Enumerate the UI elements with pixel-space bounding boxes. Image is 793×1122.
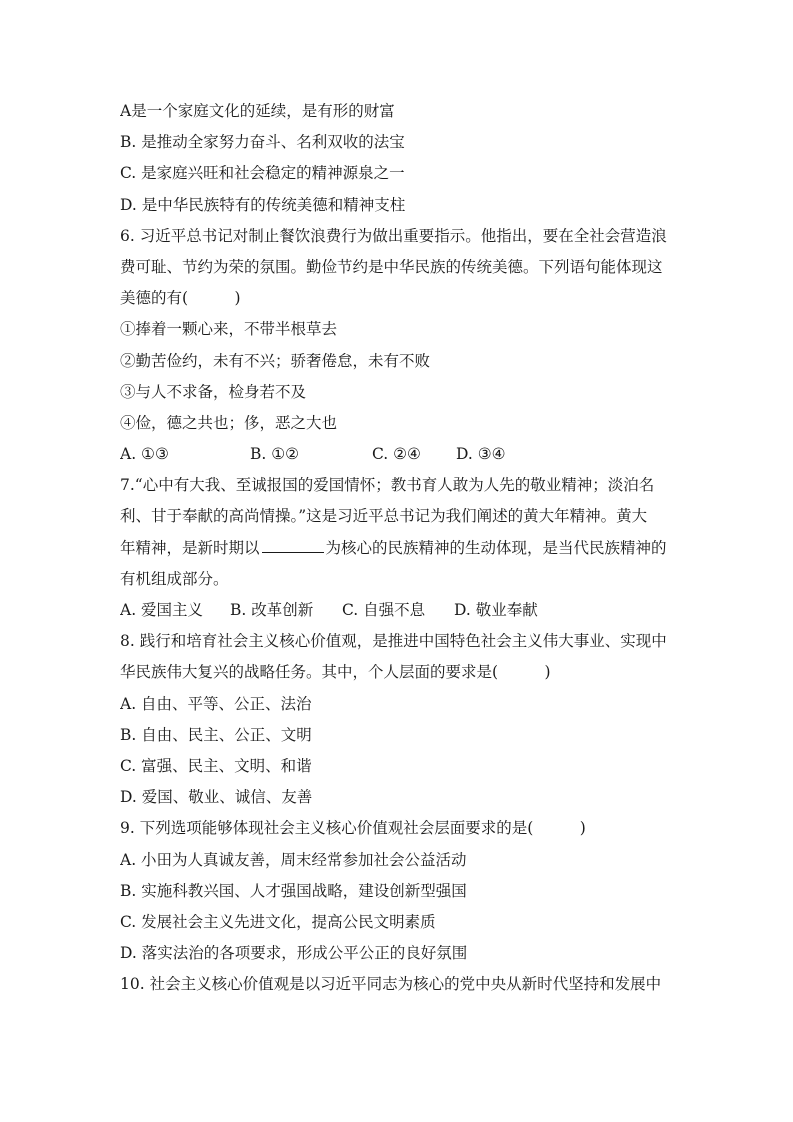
- q7-stem-line1: 7.“心中有大我、至诚报国的爱国情怀；教书育人敢为人先的敬业精神；淡泊名: [120, 476, 655, 495]
- q5-option-a: A是一个家庭文化的延续，是有形的财富: [120, 102, 395, 120]
- q8-option-c: C. 富强、民主、文明、和谐: [120, 756, 312, 775]
- q6-choice-c: C. ②④: [372, 445, 421, 464]
- q8-stem-line2: 华民族伟大复兴的战略任务。其中，个人层面的要求是( ): [120, 663, 551, 682]
- q7-stem-line3-pre: 年精神，是新时期以: [120, 538, 260, 557]
- q6-choices: [120, 439, 680, 470]
- q7-stem-line3: [120, 533, 680, 564]
- q7-choice-b: B. 改革创新: [230, 601, 314, 619]
- q9-stem: 9. 下列选项能够体现社会主义核心价值观社会层面要求的是( ): [120, 819, 586, 838]
- q9-option-a: A. 小田为人真诚友善，周末经常参加社会公益活动: [120, 850, 467, 869]
- q7-stem-line2: 利、甘于奉献的高尚情操。”这是习近平总书记为我们阐述的黄大年精神。黄大: [120, 507, 648, 526]
- q10-stem-line1: 10. 社会主义核心价值观是以习近平同志为核心的党中央从新时代坚持和发展中: [120, 975, 662, 994]
- q6-stem-line1: 6. 习近平总书记对制止餐饮浪费行为做出重要指示。他指出，要在全社会营造浪: [120, 226, 667, 245]
- q7-choices: [120, 595, 680, 626]
- q9-option-c: C. 发展社会主义先进文化，提高公民文明素质: [120, 912, 436, 931]
- q5-option-b: B. 是推动全家努力奋斗、名利双收的法宝: [120, 133, 405, 152]
- q8-stem-line1: 8. 践行和培育社会主义核心价值观，是推进中国特色社会主义伟大事业、实现中: [120, 632, 667, 651]
- q6-stem-line3: 美德的有( ): [120, 289, 241, 308]
- q9-option-b: B. 实施科教兴国、人才强国战略，建设创新型强国: [120, 881, 467, 900]
- q6-choice-b: B. ①②: [250, 445, 300, 464]
- q6-stem-line2: 费可耻、节约为荣的氛围。勤俭节约是中华民族的传统美德。下列语句能体现这: [120, 257, 663, 276]
- q6-choice-d: D. ③④: [456, 445, 506, 464]
- exam-page: [120, 96, 680, 1000]
- q8-option-b: B. 自由、民主、公正、文明: [120, 725, 312, 744]
- q9-option-d: D. 落实法治的各项要求，形成公平公正的良好氛围: [120, 944, 468, 963]
- q6-choice-a: A. ①③: [120, 445, 169, 464]
- q6-item-2: ②勤苦俭约，未有不兴；骄奢倦怠，未有不败: [120, 351, 431, 370]
- q5-option-d: D. 是中华民族特有的传统美德和精神支柱: [120, 195, 406, 214]
- q6-item-4: ④俭，德之共也；侈，恶之大也: [120, 413, 338, 432]
- q7-choice-c: C. 自强不息: [342, 601, 426, 619]
- q6-item-1: ①捧着一颗心来，不带半根草去: [120, 320, 338, 339]
- q7-choice-a: A. 爱国主义: [120, 601, 204, 619]
- q7-answer-blank: [262, 537, 324, 553]
- q7-stem-line3-post: 为核心的民族精神的生动体现，是当代民族精神的: [325, 538, 667, 557]
- q8-option-a: A. 自由、平等、公正、法治: [120, 694, 312, 713]
- q8-option-d: D. 爱国、敬业、诚信、友善: [120, 788, 313, 807]
- q7-choice-d: D. 敬业奉献: [454, 601, 538, 619]
- q7-stem-line4: 有机组成部分。: [120, 569, 229, 588]
- q6-item-3: ③与人不求备，检身若不及: [120, 382, 307, 401]
- q5-option-c: C. 是家庭兴旺和社会稳定的精神源泉之一: [120, 164, 405, 183]
